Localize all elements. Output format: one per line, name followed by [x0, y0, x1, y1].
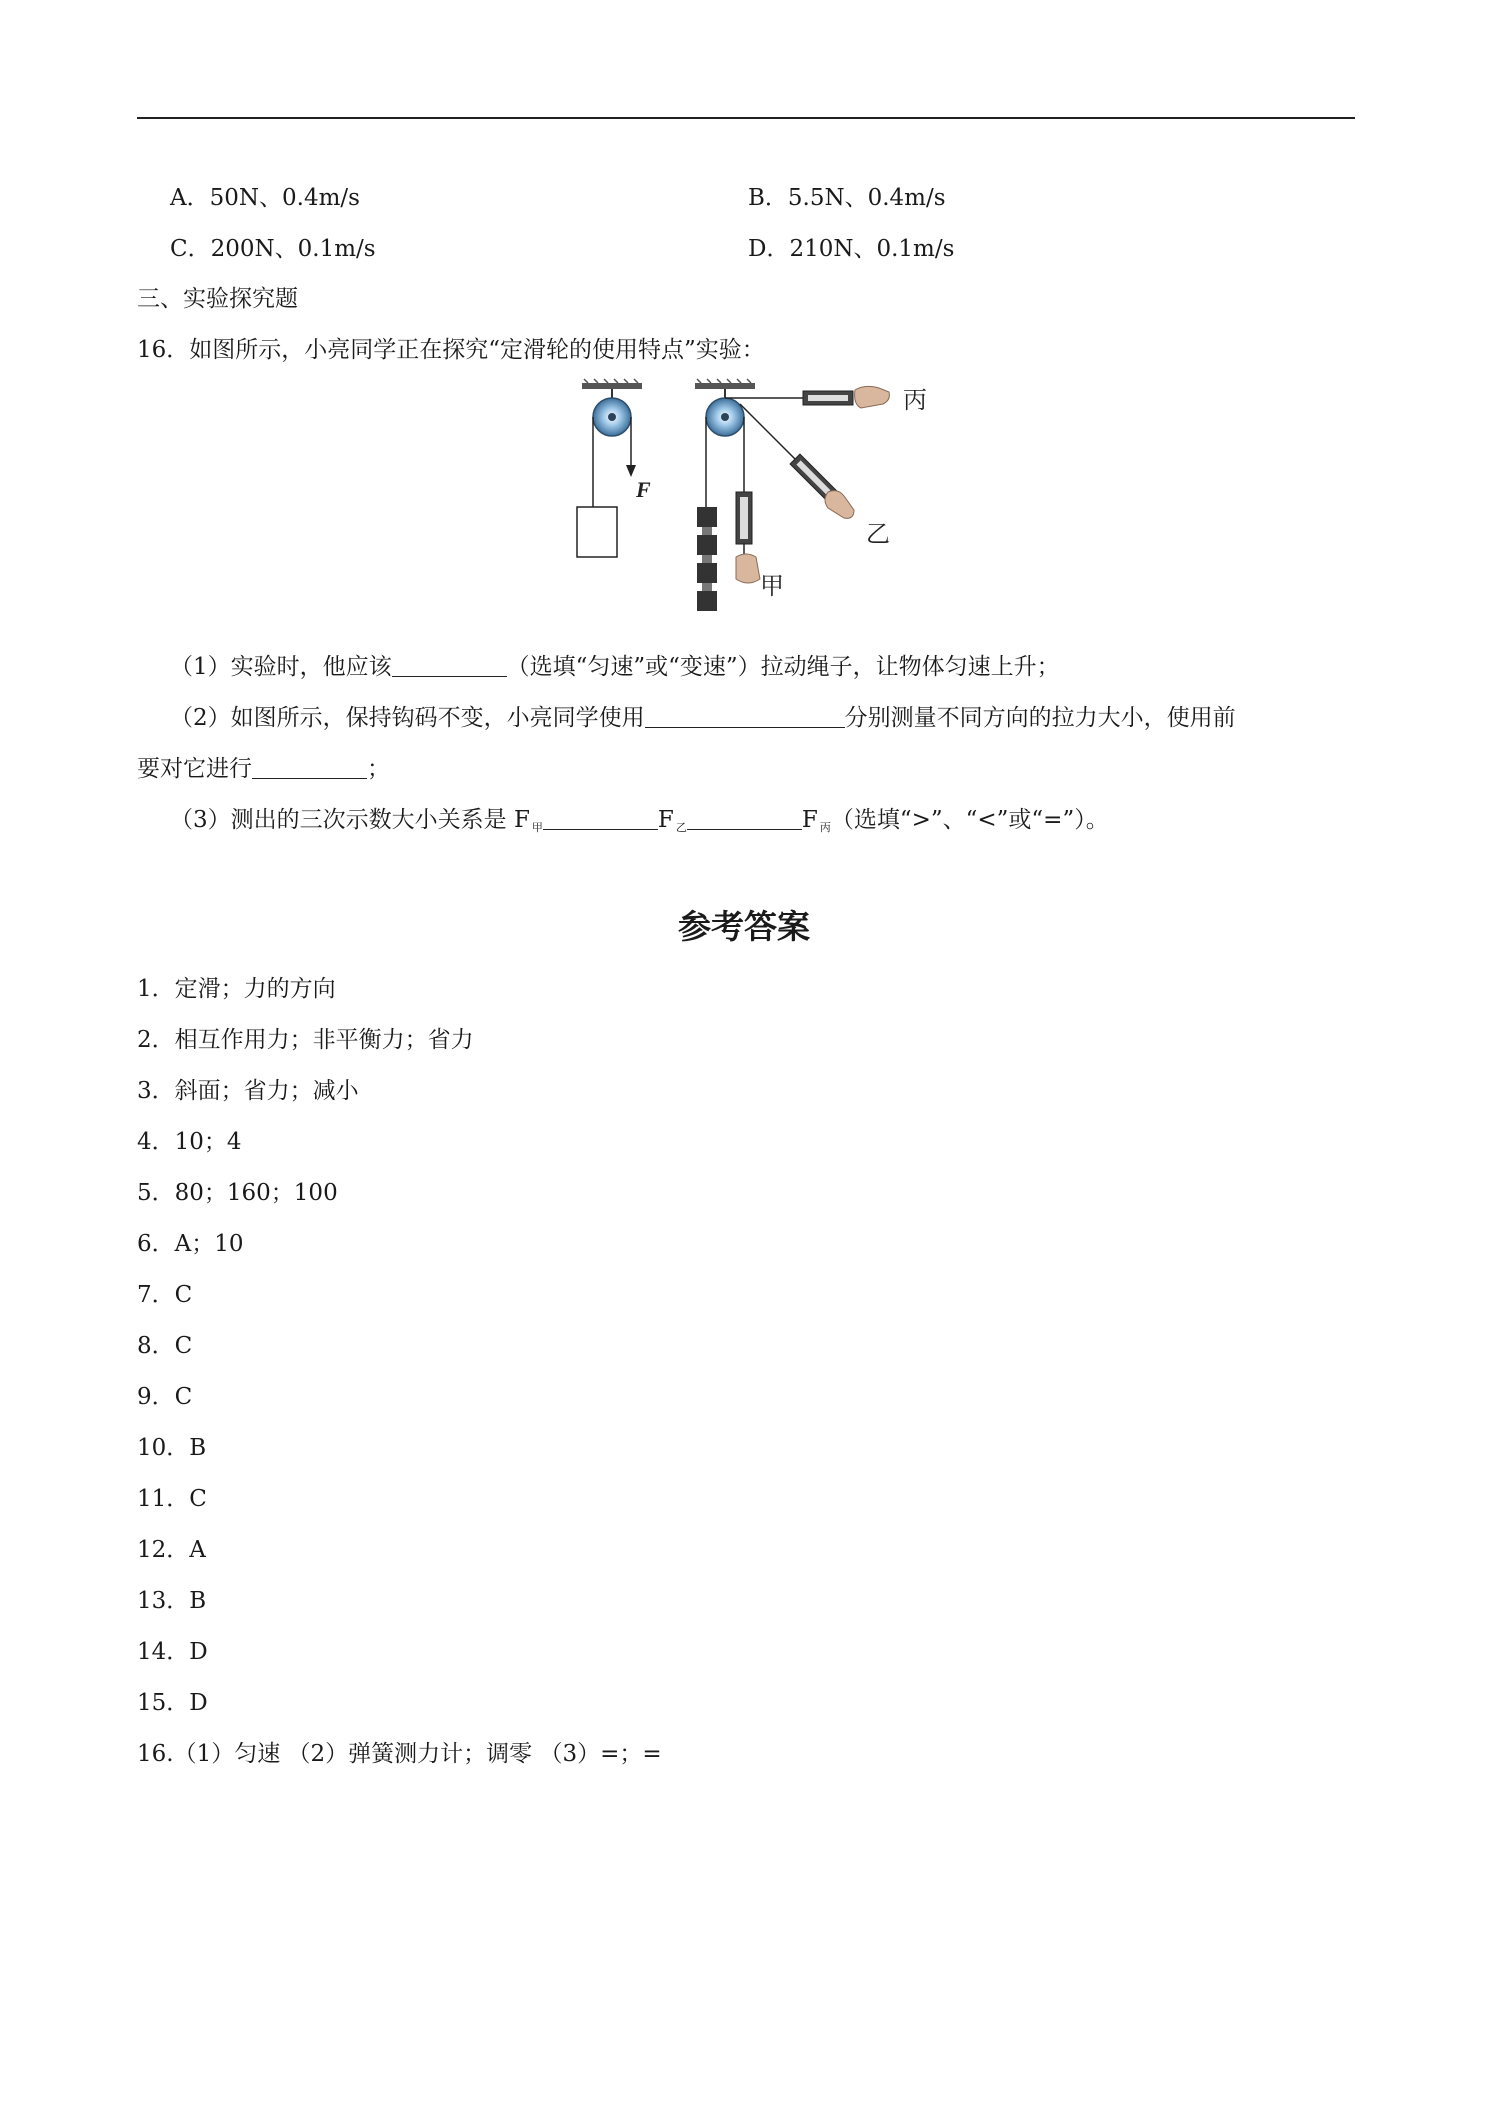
answer-item: 2．相互作用力；非平衡力；省力 — [137, 1027, 474, 1053]
q16-part2 — [170, 703, 1236, 733]
q16-part2-prefix: （2）如图所示，保持钩码不变，小亮同学使用 — [170, 705, 645, 731]
answer-item: 1．定滑；力的方向 — [137, 976, 336, 1002]
q16-part3-prefix: （3）测出的三次示数大小关系是 F — [170, 807, 530, 833]
answer-item: 12．A — [137, 1537, 206, 1563]
spring-scale-jia — [736, 492, 752, 555]
q16-part2-cont — [137, 754, 390, 784]
answer-item: 10．B — [137, 1435, 207, 1461]
hanging-block — [577, 507, 617, 557]
force-f-bing: F — [801, 807, 818, 833]
q16-part2-cont-suffix: ； — [367, 756, 390, 782]
answer-item: 14．D — [137, 1639, 208, 1665]
subscript-yi: 乙 — [675, 821, 687, 834]
hand-jia — [736, 554, 760, 583]
answer-item: 13．B — [137, 1588, 207, 1614]
answer-item: 16.（1）匀速 （2）弹簧测力计；调零 （3）=；= — [137, 1741, 662, 1767]
q16-part1-suffix: （选填“匀速”或“变速”）拉动绳子，让物体匀速上升； — [506, 654, 1060, 680]
option-c: C．200N、0.1m/s — [170, 236, 376, 262]
rope-yi — [740, 404, 795, 459]
label-bing: 丙 — [903, 386, 927, 414]
answer-item: 7．C — [137, 1282, 193, 1308]
answers-heading: 参考答案 — [678, 907, 810, 946]
q16-part2-suffix: 分别测量不同方向的拉力大小，使用前 — [844, 705, 1236, 731]
subscript-jia: 甲 — [531, 821, 543, 834]
answer-blank-3[interactable] — [252, 756, 367, 779]
spring-scale-bing — [803, 391, 853, 405]
answer-blank-5[interactable] — [687, 807, 802, 830]
question-16-stem: 16．如图所示，小亮同学正在探究“定滑轮的使用特点”实验： — [137, 337, 765, 363]
q16-part3 — [170, 805, 1109, 843]
answer-item: 3．斜面；省力；减小 — [137, 1078, 359, 1104]
answer-blank-2[interactable] — [645, 705, 845, 728]
answer-item: 6．A；10 — [137, 1231, 244, 1257]
force-label: F — [636, 477, 651, 502]
subscript-bing: 丙 — [819, 821, 831, 834]
label-yi: 乙 — [866, 520, 890, 548]
left-ceiling-mount — [582, 379, 642, 399]
label-jia: 甲 — [760, 572, 784, 600]
force-f-yi: F — [657, 807, 674, 833]
q16-part1-prefix: （1）实验时，他应该 — [170, 654, 392, 680]
answer-item: 15．D — [137, 1690, 208, 1716]
section-title: 三、实验探究题 — [137, 286, 298, 312]
hook-weights-stack — [697, 507, 717, 611]
header-rule — [137, 117, 1355, 119]
hand-yi — [825, 491, 854, 519]
pulley-figure — [570, 377, 955, 637]
option-b: B．5.5N、0.4m/s — [748, 185, 946, 211]
right-pulley — [706, 398, 744, 436]
q16-part3-suffix: （选填“>”、“<”或“=”）。 — [830, 807, 1109, 833]
answer-blank-4[interactable] — [543, 807, 658, 830]
option-a: A．50N、0.4m/s — [170, 185, 360, 211]
q16-part2-cont-prefix: 要对它进行 — [137, 756, 252, 782]
hand-bing — [855, 386, 890, 408]
answer-item: 4．10；4 — [137, 1129, 242, 1155]
option-d: D．210N、0.1m/s — [748, 236, 955, 262]
q16-part1 — [170, 652, 1060, 682]
answer-item: 9．C — [137, 1384, 193, 1410]
answer-item: 11．C — [137, 1486, 207, 1512]
answer-item: 5．80；160；100 — [137, 1180, 338, 1206]
left-pulley — [593, 398, 631, 436]
right-ceiling-mount — [695, 379, 755, 399]
answer-item: 8．C — [137, 1333, 193, 1359]
answer-blank-1[interactable] — [392, 654, 507, 677]
